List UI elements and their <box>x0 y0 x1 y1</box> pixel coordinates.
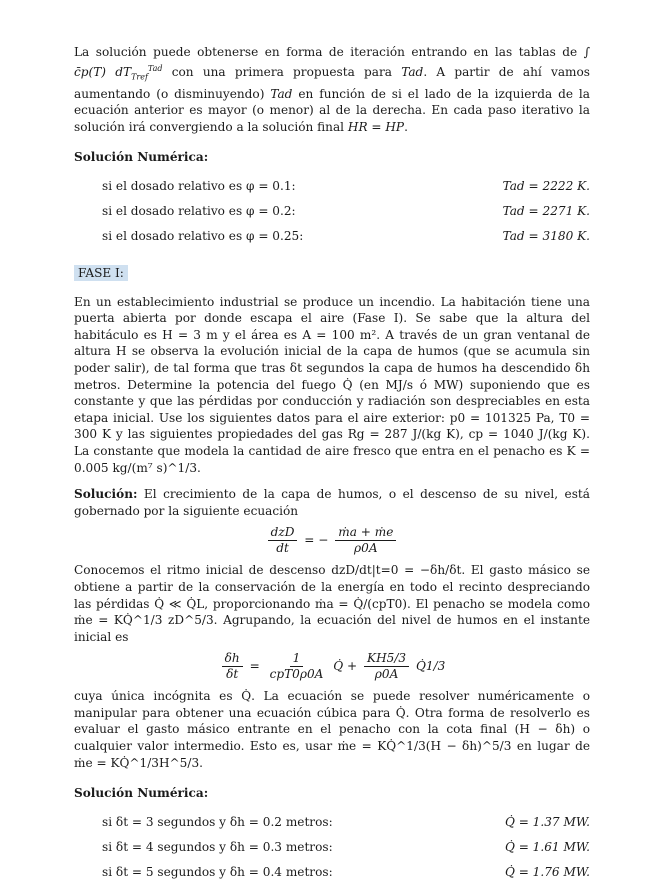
energy-paragraph: Conocemos el ritmo inicial de descenso dzD/dt|t=0 = −δh/δt. El gasto másico se obtiene a partir de la conservación de la energía en todo el recinto despreciando las pérdidas Q̇ ≪ Q̇L, proporcionando ṁa = Q̇/(cpT0). El penacho se modela como ṁe = KQ̇^1/3 zD^5/3. Agrupando, la ecuación del nivel de humos en el instante inicial es <box>74 563 590 644</box>
solution-paragraph: Solución: El crecimiento de la capa de humos, o el descenso de su nivel, está gobernado por la siguiente ecuación <box>74 487 590 518</box>
integral-expression: ∫ c̄p(T) dT <box>74 45 590 79</box>
result-row: si el dosado relativo es φ = 0.2: Tad = 2271 K. <box>102 204 590 219</box>
document-page <box>74 44 590 885</box>
numeric-solution-list-1 <box>74 174 590 249</box>
result-row: si el dosado relativo es φ = 0.1: Tad = 2222 K. <box>102 179 590 194</box>
problem-statement: En un establecimiento industrial se produce un incendio. La habitación tiene una puerta abierta por donde escapa el aire (Fase I). Se sabe que la altura del habitáculo es H = 3 m y el área es A = 100 m². A través de un gran ventanal de altura H se observa la evolución inicial de la capa de humos (que se acumula sin poder salir), de tal forma que tras δt segundos la capa de humos ha descendido δh metros. Determine la potencia del fuego Q̇ (en MJ/s ó MW) suponiendo que es constante y que las pérdidas por conducción y radiación son despreciables en esta etapa inicial. Use los siguientes datos para el aire exterior: p0 = 101325 Pa, T0 = 300 K y las siguientes propiedades del gas Rg = 287 J/(kg K), cp = 1040 J/(kg K). La constante que modela la cantidad de aire fresco que entra en el penacho es K = 0.005 kg/(m⁷ s)^1/3. <box>74 294 590 475</box>
fase-label: FASE I: <box>74 265 590 282</box>
integral-upper-limit: Tad <box>147 63 163 73</box>
result-row: si δt = 3 segundos y δh = 0.2 metros: Q̇ = 1.37 MW. <box>102 815 590 830</box>
result-row: si δt = 4 segundos y δh = 0.3 metros: Q̇ = 1.61 MW. <box>102 840 590 855</box>
numeric-solution-heading-2: Solución Numérica: <box>74 786 209 801</box>
equation-smoke-layer: $\frac{\text{dzD}}{dt}$ = − $\frac{\text{ṁa + ṁe}}{\rho 0A}$ <box>74 525 590 556</box>
intro-paragraph: La solución puede obtenerse en forma de iteración entrando en las tablas de ∫ c̄p(T) $dT_{Tref}^{Tad}$ con una primera propuesta para Tad. A partir de ahí vamos aumentando (o disminuyendo) Tad en función de si el lado de la izquierda de la ecuación anterior es mayor (o menor) al de la derecha. En cada paso iterativo la solución irá convergiendo a la solución final HR = HP. <box>74 45 591 134</box>
result-row: si δt = 5 segundos y δh = 0.4 metros: Q̇ = 1.76 MW. <box>102 865 590 880</box>
integral-lower-limit: Tref <box>131 72 148 82</box>
solution-label: Solución: <box>74 487 138 502</box>
result-row: si el dosado relativo es φ = 0.25: Tad = 3180 K. <box>102 229 590 244</box>
unknown-paragraph: cuya única incógnita es Q̇. La ecuación se puede resolver numéricamente o manipular para obtener una ecuación cúbica para Q̇. Otra forma de resolverlo es evaluar el gasto másico entrante en el penacho con la cota final (H − δh) o cualquier valor intermedio. Esto es, usar ṁe = KQ̇^1/3(H − δh)^5/3 en lugar de ṁe = KQ̇^1/3H^5/3. <box>74 689 590 770</box>
equation-initial-level: $\frac{\delta h}{\delta t}$ = $\frac{1}{\text{cpT0ρ0A}}$ Q̇ + $\frac{KH5/3}{\rho 0A}$ Q̇1/3 <box>74 651 590 682</box>
numeric-solution-heading-1: Solución Numérica: <box>74 150 209 165</box>
numeric-solution-list-2 <box>74 810 590 885</box>
final-equation: HR = HP <box>347 119 405 134</box>
